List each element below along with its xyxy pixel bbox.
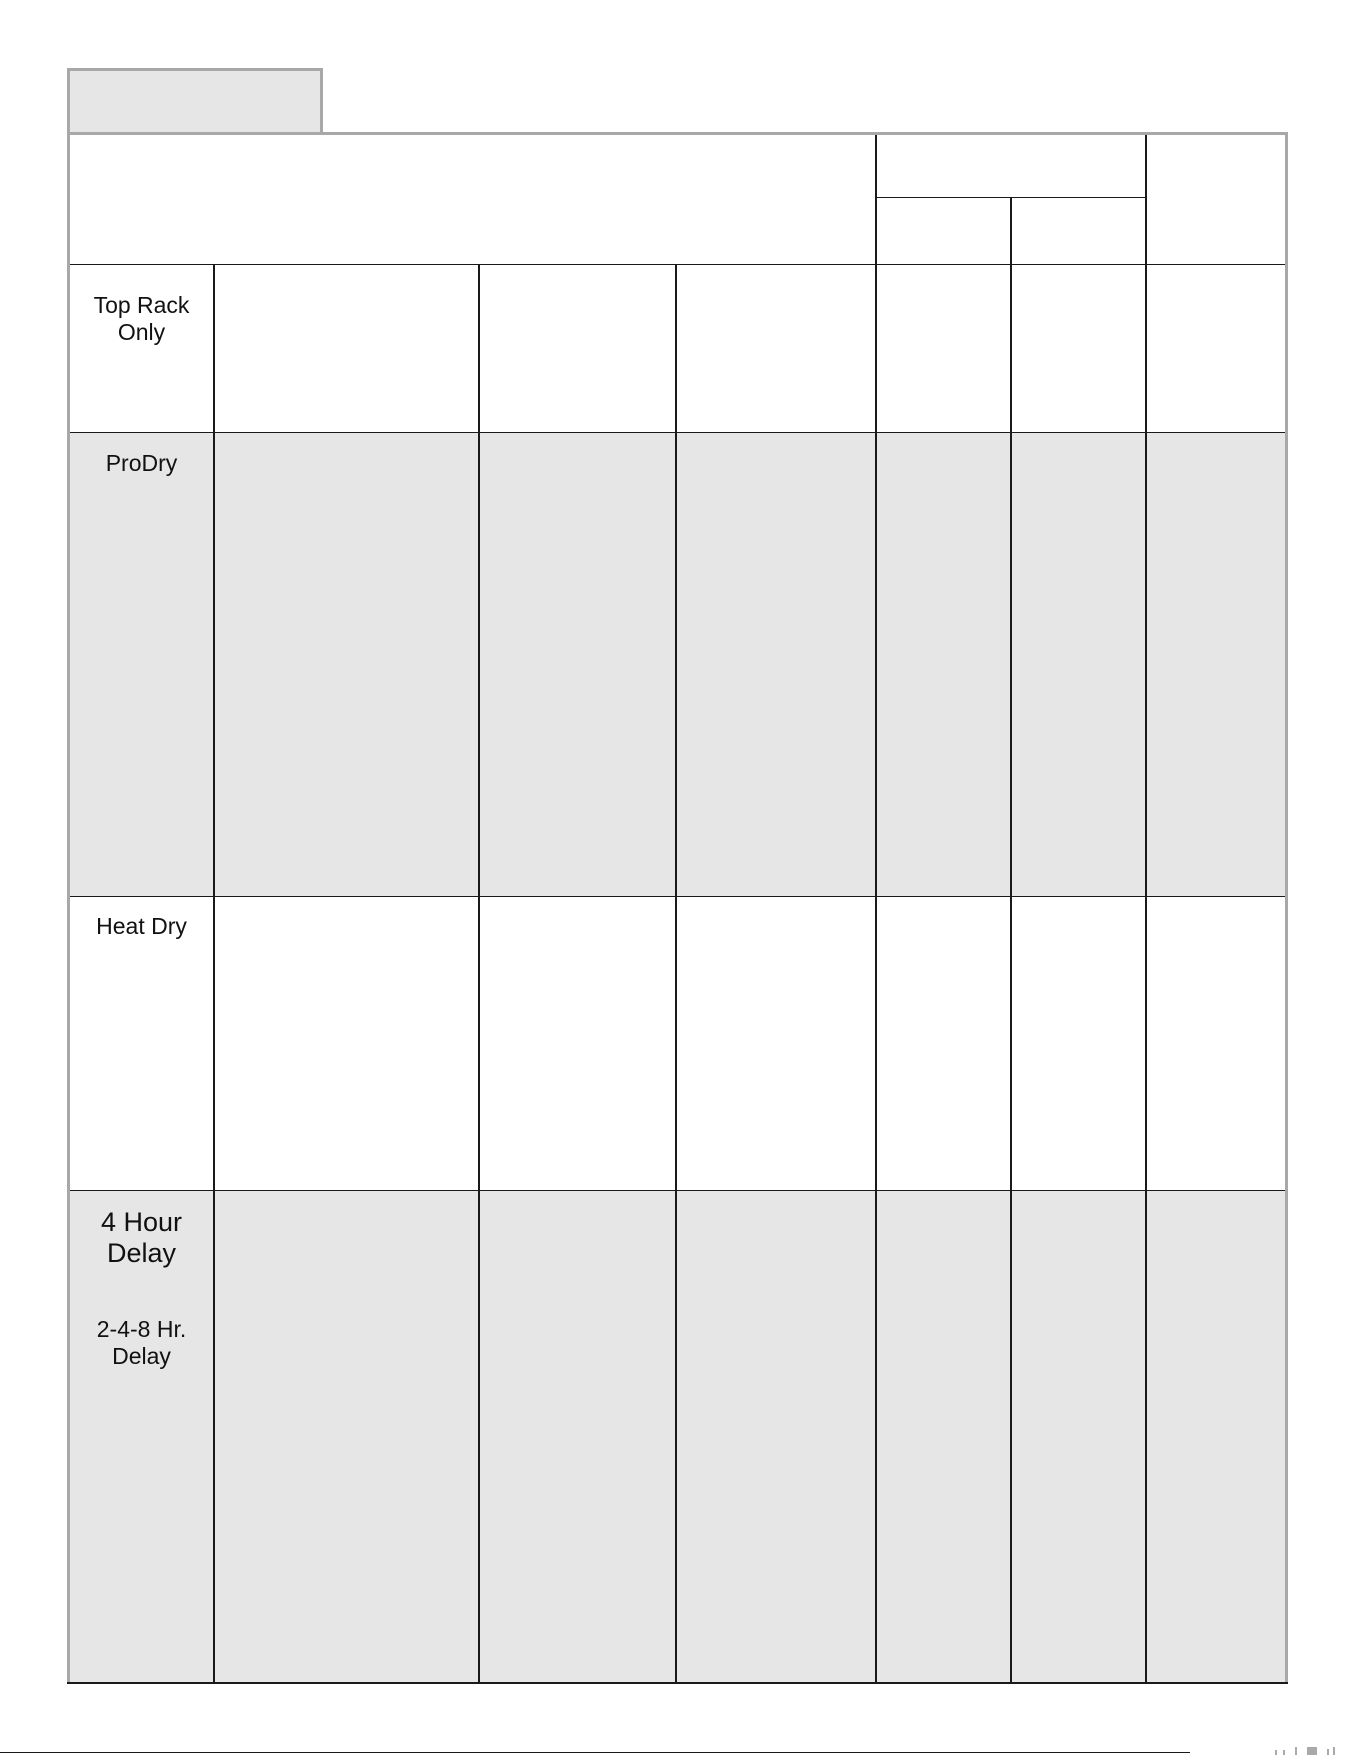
row-label-line: Only [117,319,166,345]
header-tab [67,68,323,133]
row-rule-1 [70,432,1285,433]
col-divider-2 [478,265,480,1683]
col-divider-5 [1010,265,1012,1683]
col-divider-1 [213,265,215,1683]
footer-rule [0,1752,1190,1753]
row-label-heat-dry [70,913,213,940]
table-frame [67,132,1288,1684]
row-label-line: Heat Dry [96,913,187,939]
col-divider-6 [1145,265,1147,1683]
table-bottom-rule [67,1682,1288,1684]
row-label-prodry [70,450,213,477]
col-divider-3 [675,265,677,1683]
row-label-line: Top Rack [93,292,190,318]
row-label-line: 4 Hour [100,1207,183,1237]
registration-marks [1270,1747,1350,1755]
row-rule-2 [70,896,1285,897]
row-label-line: ProDry [105,450,178,476]
col-divider-4 [875,265,877,1683]
row-label-4-hour-delay [70,1207,213,1269]
header-divider-1 [875,135,877,264]
row-label-2-4-8-hr-delay [70,1316,213,1370]
header-bottom-rule [70,264,1285,265]
header-divider-2 [1145,135,1147,264]
row-label-top-rack-only [70,292,213,346]
row-label-line: 2-4-8 Hr. [96,1316,187,1342]
row-label-line: Delay [106,1238,177,1268]
row-rule-3 [70,1190,1285,1191]
row-label-line: Delay [112,1343,171,1369]
header-subdivider [1010,197,1012,264]
